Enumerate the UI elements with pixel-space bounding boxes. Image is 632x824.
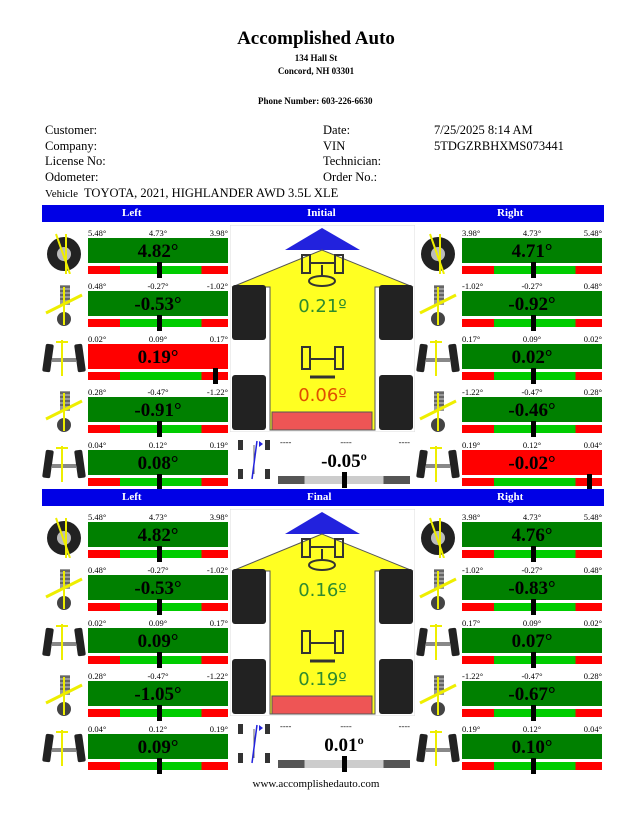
measurement-value: -0.53° — [88, 291, 228, 316]
phone-number: 603-226-6630 — [321, 96, 373, 106]
tolerance-pointer — [157, 421, 162, 437]
range-min: 5.48° — [88, 228, 107, 238]
range-mid: -0.27° — [147, 281, 169, 291]
vin-value: 5TDGZRBHXMS073441 — [434, 139, 564, 153]
technician-label: Technician: — [323, 154, 382, 168]
caster-strut-icon — [416, 389, 460, 433]
range-mid: -0.47° — [147, 387, 169, 397]
tolerance-bar — [88, 762, 228, 770]
range-mid: -0.47° — [521, 387, 543, 397]
range-min: 0.17° — [462, 618, 481, 628]
measurement-value: 0.10° — [462, 734, 602, 759]
tolerance-pointer — [157, 315, 162, 331]
toe-axle-icon — [42, 336, 86, 380]
range-min: 0.48° — [88, 565, 107, 575]
section-header-initial — [42, 205, 604, 222]
measurement-value: -0.83° — [462, 575, 602, 600]
toe-axle-icon — [416, 726, 460, 770]
thrust-mid: ---- — [340, 437, 352, 447]
range-mid: -0.27° — [147, 565, 169, 575]
right-label: Right — [497, 207, 524, 219]
rear-total-toe: 0.06º — [298, 385, 347, 406]
range-mid: 0.12° — [522, 440, 542, 450]
range-max: -1.02° — [206, 281, 228, 291]
tolerance-pointer — [531, 758, 536, 774]
tolerance-pointer — [157, 474, 162, 490]
tolerance-pointer — [157, 758, 162, 774]
tolerance-pointer — [157, 546, 162, 562]
thrust-angle-value: 0.01º — [324, 735, 364, 756]
range-min: -1.02° — [462, 281, 484, 291]
shop-name: Accomplished Auto — [237, 28, 395, 49]
range-max: -1.02° — [206, 565, 228, 575]
toe-axle-icon — [416, 442, 460, 486]
thrust-angle-icon — [235, 721, 275, 765]
tolerance-bar — [88, 550, 228, 558]
camber-wheel-icon — [42, 514, 86, 558]
order-label: Order No.: — [323, 170, 378, 184]
rear-total-toe: 0.19º — [298, 669, 347, 690]
range-mid: 0.09° — [148, 334, 168, 344]
caster-strut-icon — [42, 389, 86, 433]
tolerance-bar — [88, 656, 228, 664]
thrust-angle-icon — [235, 437, 275, 481]
tolerance-pointer — [213, 368, 218, 384]
range-mid: 4.73° — [148, 512, 168, 522]
measurement-value: 0.19° — [88, 344, 228, 369]
range-min: 0.28° — [88, 387, 107, 397]
tolerance-pointer — [531, 262, 536, 278]
tolerance-pointer — [157, 652, 162, 668]
measurement-value: -0.02° — [462, 450, 602, 475]
measurement-value: -0.46° — [462, 397, 602, 422]
range-mid: 0.12° — [148, 440, 168, 450]
vehicle-label: Vehicle — [45, 188, 78, 200]
range-mid: 0.09° — [522, 334, 542, 344]
caster-strut-icon — [42, 567, 86, 611]
range-max: 0.02° — [583, 334, 602, 344]
range-mid: -0.47° — [147, 671, 169, 681]
tolerance-bar — [462, 372, 602, 380]
shop-city: Concord, NH 03301 — [277, 66, 355, 76]
caster-strut-icon — [42, 673, 86, 717]
toe-axle-icon — [416, 336, 460, 380]
caster-strut-icon — [416, 567, 460, 611]
caster-strut-icon — [416, 283, 460, 327]
tolerance-pointer — [157, 705, 162, 721]
measurement-value: 0.09° — [88, 734, 228, 759]
front-total-toe: 0.21º — [298, 296, 347, 317]
thrust-bar — [278, 476, 410, 484]
range-mid: 0.09° — [522, 618, 542, 628]
range-max: 5.48° — [583, 228, 602, 238]
tolerance-bar — [88, 266, 228, 274]
range-max: 0.28° — [583, 671, 602, 681]
range-max: 0.04° — [583, 440, 602, 450]
range-min: -1.22° — [462, 671, 484, 681]
measurement-value: 0.02° — [462, 344, 602, 369]
range-max: -1.22° — [206, 387, 228, 397]
thrust-pointer — [342, 472, 347, 488]
date-value: 7/25/2025 8:14 AM — [434, 123, 533, 137]
range-max: -1.22° — [206, 671, 228, 681]
measurement-value: 4.82° — [88, 238, 228, 263]
thrust-min: ---- — [280, 437, 292, 447]
section-title: Final — [307, 491, 332, 503]
tolerance-bar — [88, 478, 228, 486]
thrust-pointer — [342, 756, 347, 772]
tolerance-bar — [462, 266, 602, 274]
company-label: Company: — [45, 139, 98, 153]
tolerance-pointer — [531, 315, 536, 331]
tolerance-bar — [88, 372, 228, 380]
measurement-value: -0.92° — [462, 291, 602, 316]
vehicle-value: TOYOTA, 2021, HIGHLANDER AWD 3.5L XLE — [84, 186, 339, 200]
toe-axle-icon — [42, 620, 86, 664]
measurement-value: -0.91° — [88, 397, 228, 422]
range-min: 3.98° — [462, 512, 481, 522]
tolerance-pointer — [157, 599, 162, 615]
tolerance-pointer — [531, 705, 536, 721]
measurement-value: -1.05° — [88, 681, 228, 706]
range-max: 3.98° — [209, 228, 228, 238]
left-label: Left — [122, 207, 142, 219]
camber-wheel-icon — [416, 230, 460, 274]
tolerance-bar — [88, 709, 228, 717]
tolerance-bar — [462, 550, 602, 558]
measurement-value: 0.07° — [462, 628, 602, 653]
range-min: 0.48° — [88, 281, 107, 291]
tolerance-bar — [88, 319, 228, 327]
range-min: 0.19° — [462, 440, 481, 450]
range-mid: 0.12° — [522, 724, 542, 734]
range-max: 5.48° — [583, 512, 602, 522]
range-mid: 0.09° — [148, 618, 168, 628]
tolerance-pointer — [531, 546, 536, 562]
thrust-min: ---- — [280, 721, 292, 731]
range-min: 0.02° — [88, 618, 107, 628]
shop-street: 134 Hall St — [294, 53, 338, 63]
toe-axle-icon — [42, 726, 86, 770]
license-label: License No: — [45, 154, 106, 168]
measurement-value: 4.71° — [462, 238, 602, 263]
range-min: -1.22° — [462, 387, 484, 397]
thrust-max: ---- — [398, 721, 410, 731]
tolerance-bar — [462, 603, 602, 611]
vin-label: VIN — [323, 139, 346, 153]
range-min: 0.04° — [88, 724, 107, 734]
range-min: 3.98° — [462, 228, 481, 238]
range-mid: -0.27° — [521, 565, 543, 575]
range-mid: -0.47° — [521, 671, 543, 681]
range-max: 3.98° — [209, 512, 228, 522]
measurement-value: 4.82° — [88, 522, 228, 547]
toe-axle-icon — [42, 442, 86, 486]
thrust-angle-value: -0.05º — [321, 451, 367, 472]
range-min: 0.04° — [88, 440, 107, 450]
range-min: 0.02° — [88, 334, 107, 344]
tolerance-pointer — [531, 421, 536, 437]
caster-strut-icon — [42, 283, 86, 327]
tolerance-bar — [88, 425, 228, 433]
range-mid: 0.12° — [148, 724, 168, 734]
tolerance-bar — [462, 478, 602, 486]
date-label: Date: — [323, 123, 351, 137]
tolerance-pointer — [531, 652, 536, 668]
tolerance-bar — [88, 603, 228, 611]
range-max: 0.17° — [209, 334, 228, 344]
tolerance-pointer — [587, 474, 592, 490]
range-max: 0.19° — [209, 724, 228, 734]
tolerance-bar — [462, 425, 602, 433]
thrust-mid: ---- — [340, 721, 352, 731]
tolerance-pointer — [157, 262, 162, 278]
section-header-final — [42, 489, 604, 506]
range-max: 0.17° — [209, 618, 228, 628]
phone-label: Phone Number: — [258, 96, 320, 106]
range-mid: 4.73° — [148, 228, 168, 238]
range-max: 0.48° — [583, 281, 602, 291]
section-title: Initial — [307, 207, 336, 219]
thrust-max: ---- — [398, 437, 410, 447]
camber-wheel-icon — [416, 514, 460, 558]
range-min: 0.17° — [462, 334, 481, 344]
range-mid: -0.27° — [521, 281, 543, 291]
range-max: 0.48° — [583, 565, 602, 575]
measurement-value: 0.09° — [88, 628, 228, 653]
tolerance-bar — [462, 762, 602, 770]
range-mid: 4.73° — [522, 228, 542, 238]
tolerance-bar — [462, 709, 602, 717]
right-label: Right — [497, 491, 524, 503]
range-min: 0.28° — [88, 671, 107, 681]
camber-wheel-icon — [42, 230, 86, 274]
front-total-toe: 0.16º — [298, 580, 347, 601]
range-mid: 4.73° — [522, 512, 542, 522]
tolerance-bar — [462, 656, 602, 664]
caster-strut-icon — [416, 673, 460, 717]
measurement-value: -0.67° — [462, 681, 602, 706]
customer-label: Customer: — [45, 123, 98, 137]
range-max: 0.28° — [583, 387, 602, 397]
measurement-value: 0.08° — [88, 450, 228, 475]
range-max: 0.04° — [583, 724, 602, 734]
range-min: -1.02° — [462, 565, 484, 575]
thrust-bar — [278, 760, 410, 768]
range-max: 0.02° — [583, 618, 602, 628]
range-min: 5.48° — [88, 512, 107, 522]
tolerance-pointer — [531, 599, 536, 615]
measurement-value: -0.53° — [88, 575, 228, 600]
measurement-value: 4.76° — [462, 522, 602, 547]
tolerance-pointer — [531, 368, 536, 384]
range-min: 0.19° — [462, 724, 481, 734]
footer-website: www.accomplishedauto.com — [252, 778, 380, 790]
range-max: 0.19° — [209, 440, 228, 450]
left-label: Left — [122, 491, 142, 503]
toe-axle-icon — [416, 620, 460, 664]
tolerance-bar — [462, 319, 602, 327]
odometer-label: Odometer: — [45, 170, 99, 184]
